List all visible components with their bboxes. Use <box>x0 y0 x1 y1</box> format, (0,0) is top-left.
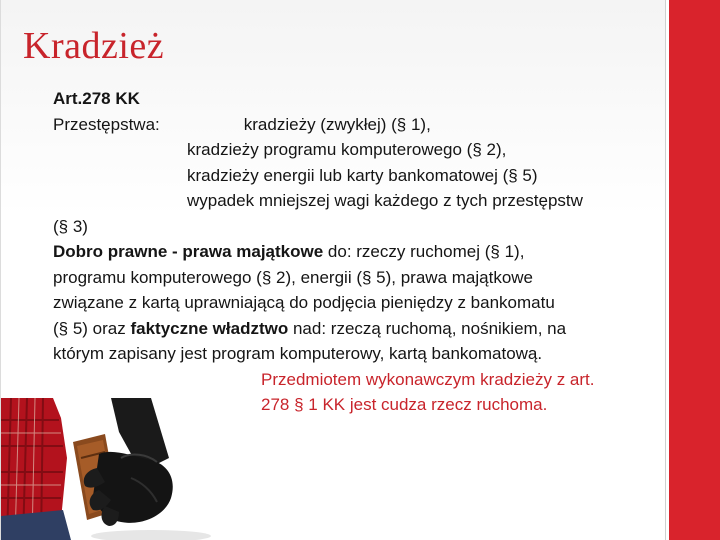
subject-line-1: Przedmiotem wykonawczym kradzieży z art. <box>261 369 595 389</box>
legal-goods-line-4-bold: faktyczne władztwo <box>130 318 289 338</box>
offense-item-4: wypadek mniejszej wagi każdego z tych przestępstw <box>187 191 583 210</box>
legal-goods-line-3: związane z kartą uprawniającą do podjęcia pieniędzy z bankomatu <box>53 293 555 312</box>
legal-goods-line-1-rest: do: rzeczy ruchomej (§ 1), <box>323 242 525 261</box>
legal-goods-line-1 <box>53 239 663 265</box>
slide-body <box>53 86 663 418</box>
slide-title: Kradzież <box>23 25 165 67</box>
offense-item-4-cont: (§ 3) <box>53 216 88 236</box>
legal-goods-line-4-post: nad: rzeczą ruchomą, nośnikiem, na <box>288 318 567 338</box>
offense-item-3: kradzieży energii lub karty bankomatowej (§ 5) <box>187 165 538 185</box>
offense-item-1: kradzieży (zwykłej) (§ 1), <box>243 114 431 134</box>
article-line <box>53 86 663 112</box>
accent-bar <box>669 0 720 540</box>
legal-goods-line-4 <box>53 316 663 342</box>
offenses-label: Przestępstwa: <box>53 114 160 134</box>
offenses-line-1 <box>53 112 663 138</box>
thief-illustration-svg <box>1 398 216 540</box>
subject-line-2: 278 § 1 KK jest cudza rzecz ruchoma. <box>261 395 548 414</box>
legal-goods-heading: Dobro prawne - prawa majątkowe <box>53 242 324 261</box>
legal-goods-line-4-pre: (§ 5) oraz <box>53 318 131 338</box>
thief-glove-wallet-illustration <box>1 398 216 540</box>
article-ref: Art.278 KK <box>53 89 140 108</box>
legal-goods-line-5: którym zapisany jest program komputerowy, kartą bankomatową. <box>53 344 543 363</box>
offense-item-2: kradzieży programu komputerowego (§ 2), <box>187 140 507 159</box>
legal-goods-line-2: programu komputerowego (§ 2), energii (§ 5), prawa majątkowe <box>53 267 534 287</box>
